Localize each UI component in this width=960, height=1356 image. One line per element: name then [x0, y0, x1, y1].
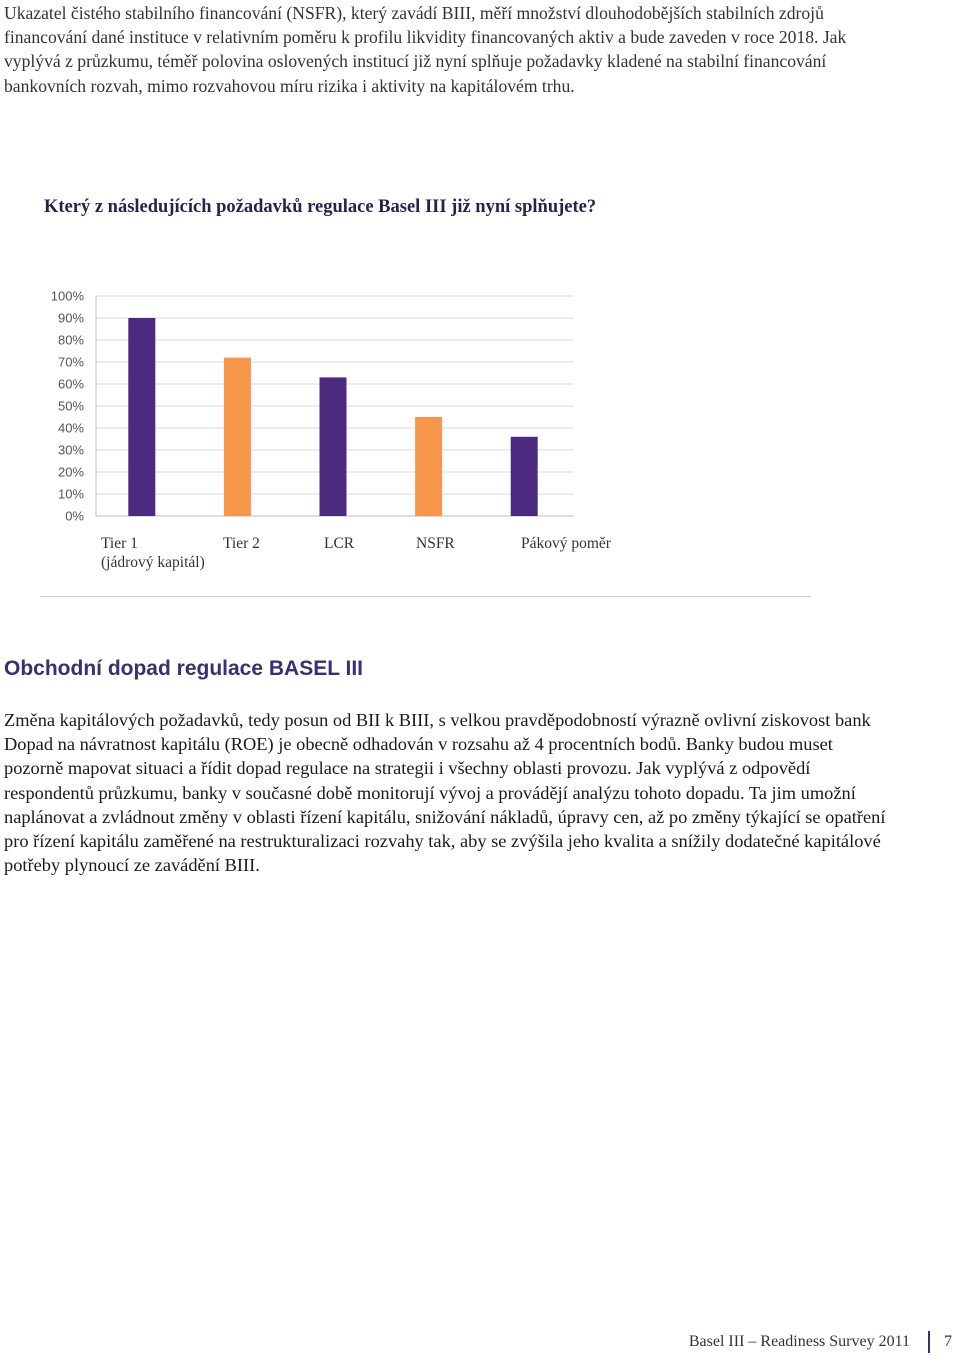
chart-title: Který z následujících požadavků regulace Basel III již nyní splňujete? [44, 197, 597, 217]
x-label-tier1: Tier 1 [101, 535, 138, 552]
y-tick-label: 60% [57, 376, 84, 392]
section-divider [40, 596, 810, 597]
y-tick-label: 10% [57, 486, 84, 502]
x-label-tier2: Tier 2 [223, 535, 260, 552]
x-sublabel-tier1: (jádrový kapitál) [101, 554, 205, 571]
y-tick-label: 0% [65, 508, 84, 524]
bar-1 [224, 358, 251, 516]
footer-separator [928, 1331, 930, 1353]
y-tick-label: 50% [57, 398, 84, 414]
section-heading: Obchodní dopad regulace BASEL III [4, 657, 363, 680]
bar-2 [320, 377, 347, 516]
x-label-nsfr: NSFR [416, 535, 455, 552]
bar-chart [0, 280, 640, 530]
y-tick-label: 90% [57, 310, 84, 326]
bar-0 [128, 318, 155, 516]
body-paragraph: Změna kapitálových požadavků, tedy posun od BII k BIII, s velkou pravděpodobností výrazně ovlivní ziskovost bank Dopad na návratnost kapitálu (ROE) je obecně odhadován v rozsahu až 4 procentních bodů. Banky budou muset pozorně mapovat situaci a řídit dopad regulace na strategii i všechny oblasti provozu. Jak vyplývá z odpovědí respondentů průzkumu, banky v současné době monitorují vývoj a provádějí analýzu tohoto dopadu. Ta jim umožní naplánovat a zvládnout změny v oblasti řízení kapitálu, snižování nákladů, úpravy cen, až po změny týkající se opatření pro řízení kapitálu zaměřené na restrukturalizaci rozvahy tak, aby se zvýšila jeho kvalita a snížily dodatečné kapitálové potřeby plynoucí ze zavádění BIII. [4, 710, 886, 876]
page-footer [689, 1331, 952, 1353]
y-tick-label: 20% [57, 464, 84, 480]
bar-3 [415, 417, 442, 516]
y-tick-label: 70% [57, 354, 84, 370]
intro-paragraph: Ukazatel čistého stabilního financování (NSFR), který zavádí BIII, měří množství dlouhodobějších stabilních zdrojů financování dané instituce v relativním poměru k profilu likvidity financovaných aktiv a bude zaveden v roce 2018. Jak vyplývá z průzkumu, téměř polovina oslovených institucí již nyní splňuje požadavky kladené na stabilní financování bankovních rozvah, mimo rozvahovou míru rizika i aktivity na kapitálovém trhu. [4, 3, 847, 96]
page-number: 7 [944, 1333, 952, 1350]
y-tick-label: 30% [57, 442, 84, 458]
x-label-lcr: LCR [324, 535, 355, 552]
x-label-pakovy-pomer: Pákový poměr [521, 535, 611, 552]
y-tick-label: 80% [57, 332, 84, 348]
y-tick-label: 100% [50, 288, 84, 304]
bar-4 [511, 437, 538, 516]
y-tick-label: 40% [57, 420, 84, 436]
footer-title: Basel III – Readiness Survey 2011 [688, 1333, 910, 1350]
